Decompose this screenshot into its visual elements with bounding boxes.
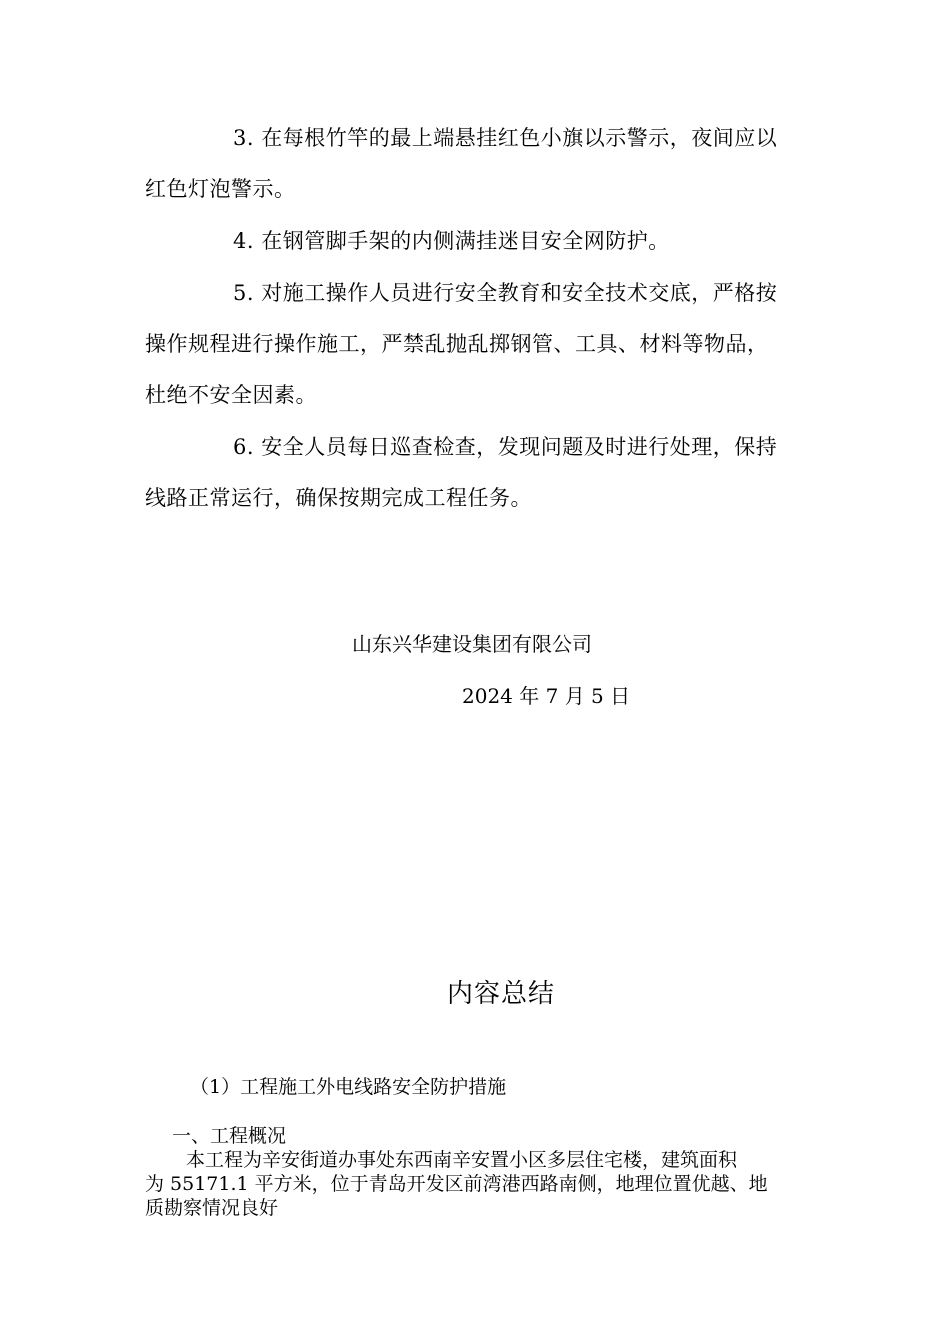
summary-title: 内容总结 [447,979,556,1009]
item-5-line-3: 杜绝不安全因素。 [145,383,317,407]
summary-paragraph-line-1: 本工程为辛安街道办事处东西南辛安置小区多层住宅楼，建筑面积 [186,1149,738,1171]
section-heading: 一、工程概况 [172,1125,287,1147]
signature-date: 2024 年 7 月 5 日 [462,684,631,708]
item-6-line-1: 6. 安全人员每日巡查检查，发现问题及时进行处理，保持 [233,435,778,459]
summary-paragraph-line-3: 质勘察情况良好 [145,1197,279,1219]
summary-subtitle: （1）工程施工外电线路安全防护措施 [190,1076,507,1098]
item-3-line-1: 3. 在每根竹竿的最上端悬挂红色小旗以示警示，夜间应以 [233,126,778,150]
item-5-line-1: 5. 对施工操作人员进行安全教育和安全技术交底，严格按 [233,281,778,305]
item-5-line-2: 操作规程进行操作施工，严禁乱抛乱掷钢管、工具、材料等物品， [145,332,769,356]
item-3-line-2: 红色灯泡警示。 [145,177,296,201]
summary-paragraph-line-2: 为 55171.1 平方米，位于青岛开发区前湾港西路南侧，地理位置优越、地 [145,1173,768,1195]
item-6-line-2: 线路正常运行，确保按期完成工程任务。 [145,486,532,510]
item-4-line-1: 4. 在钢管脚手架的内侧满挂迷目安全网防护。 [233,229,670,253]
signature-company: 山东兴华建设集团有限公司 [352,632,592,656]
